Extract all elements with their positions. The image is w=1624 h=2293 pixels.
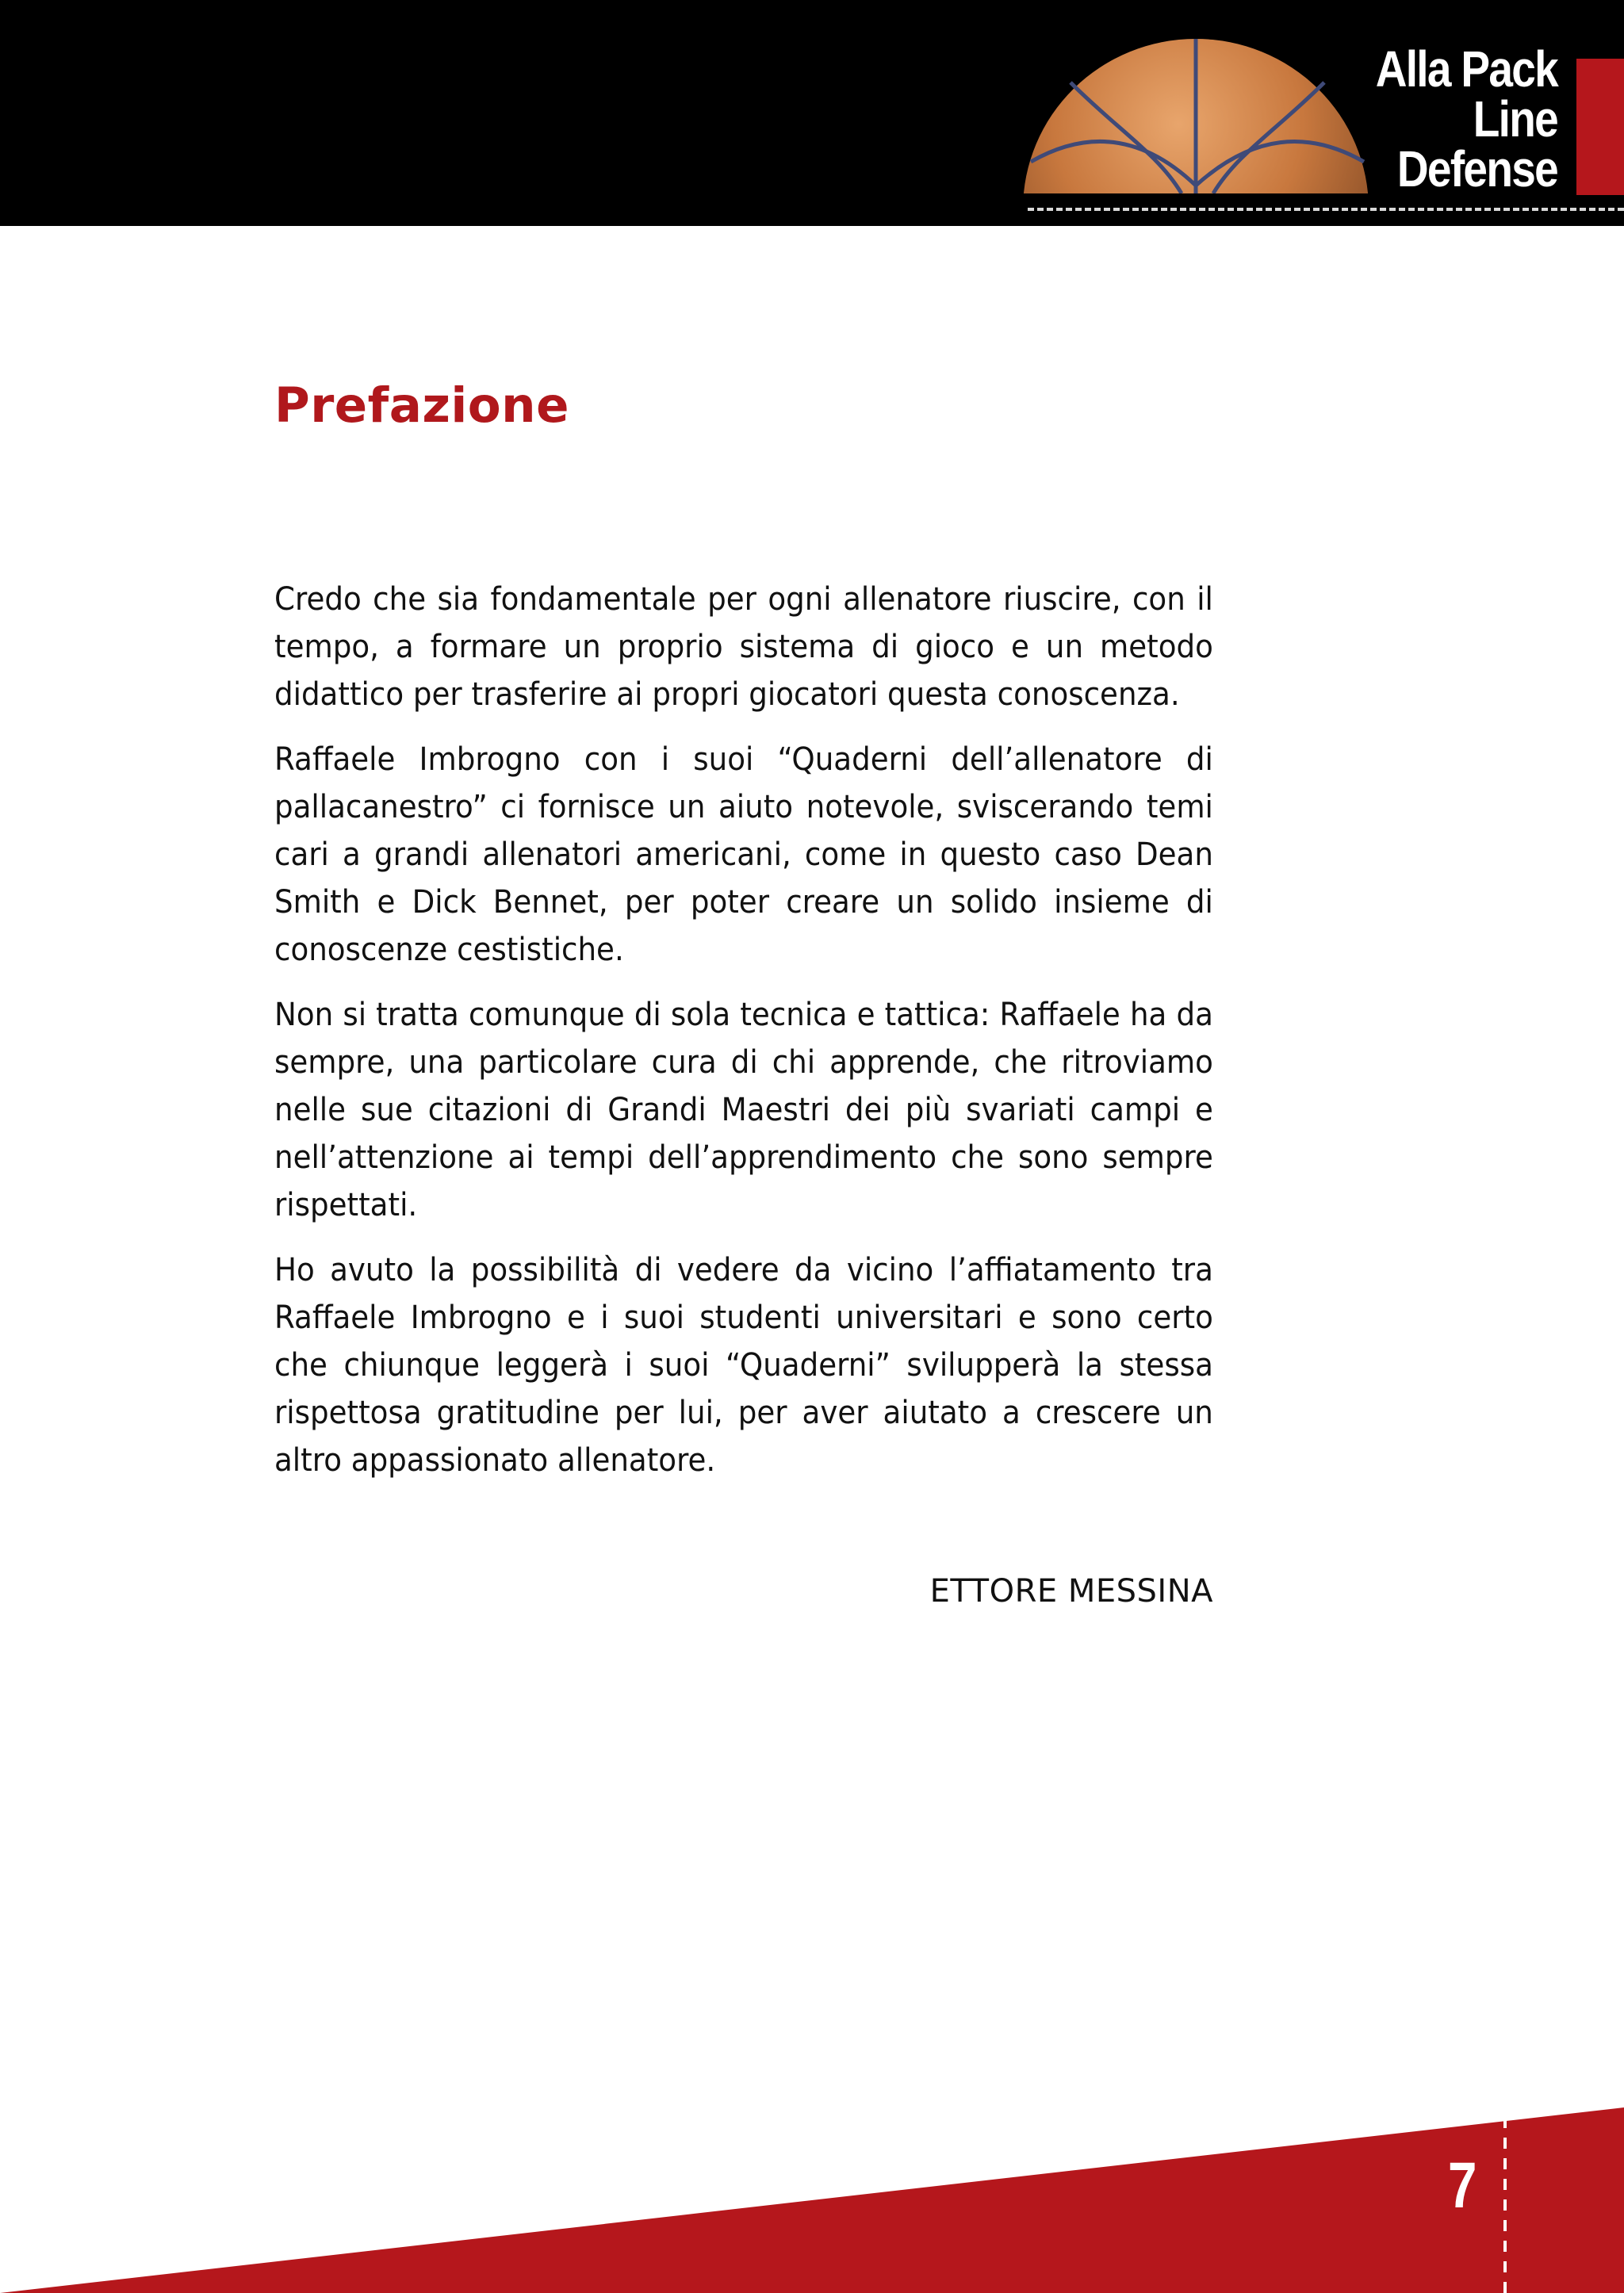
series-title-line: Line	[1473, 90, 1557, 147]
page-title: Prefazione	[274, 377, 569, 434]
header-band	[0, 0, 1624, 226]
page-number: 7	[1448, 2149, 1477, 2222]
series-title-line: Defense	[1396, 140, 1557, 197]
header-red-tab	[1576, 59, 1624, 195]
series-title-line: Alla Pack	[1375, 40, 1557, 98]
body-text	[274, 576, 1213, 1502]
author-signature: ETTORE MESSINA	[929, 1573, 1213, 1610]
paragraph: Credo che sia fondamentale per ogni allenatore riuscire, con il tempo, a formare un proprio sistema di gioco e un metodo didattico per trasferire ai propri giocatori questa conoscenza.	[274, 581, 1213, 713]
series-title	[1312, 40, 1557, 197]
paragraph: Raffaele Imbrogno con i suoi “Quaderni dell’allenatore di pallacanestro” ci fornisce un aiuto notevole, sviscerando temi cari a grandi allenatori americani, come in questo caso Dean Smith e Dick Bennet, per poter creare un solido insieme di conoscenze cestistiche.	[274, 741, 1213, 968]
header-dashed-rule	[1028, 208, 1624, 211]
paragraph: Non si tratta comunque di sola tecnica e tattica: Raffaele ha da sempre, una particolare cura di chi apprende, che ritroviamo nelle sue citazioni di Grandi Maestri dei più svariati campi e nell’attenzione ai tempi dell’apprendimento che sono sempre rispettati.	[274, 997, 1213, 1223]
paragraph: Ho avuto la possibilità di vedere da vicino l’affiatamento tra Raffaele Imbrogno e i suoi studenti universitari e sono certo che chiunque leggerà i suoi “Quaderni” svilupperà la stessa rispettosa gratitudine per lui, per aver aiutato a crescere un altro appassionato allenatore.	[274, 1252, 1213, 1479]
footer-red-band	[0, 2093, 1624, 2293]
